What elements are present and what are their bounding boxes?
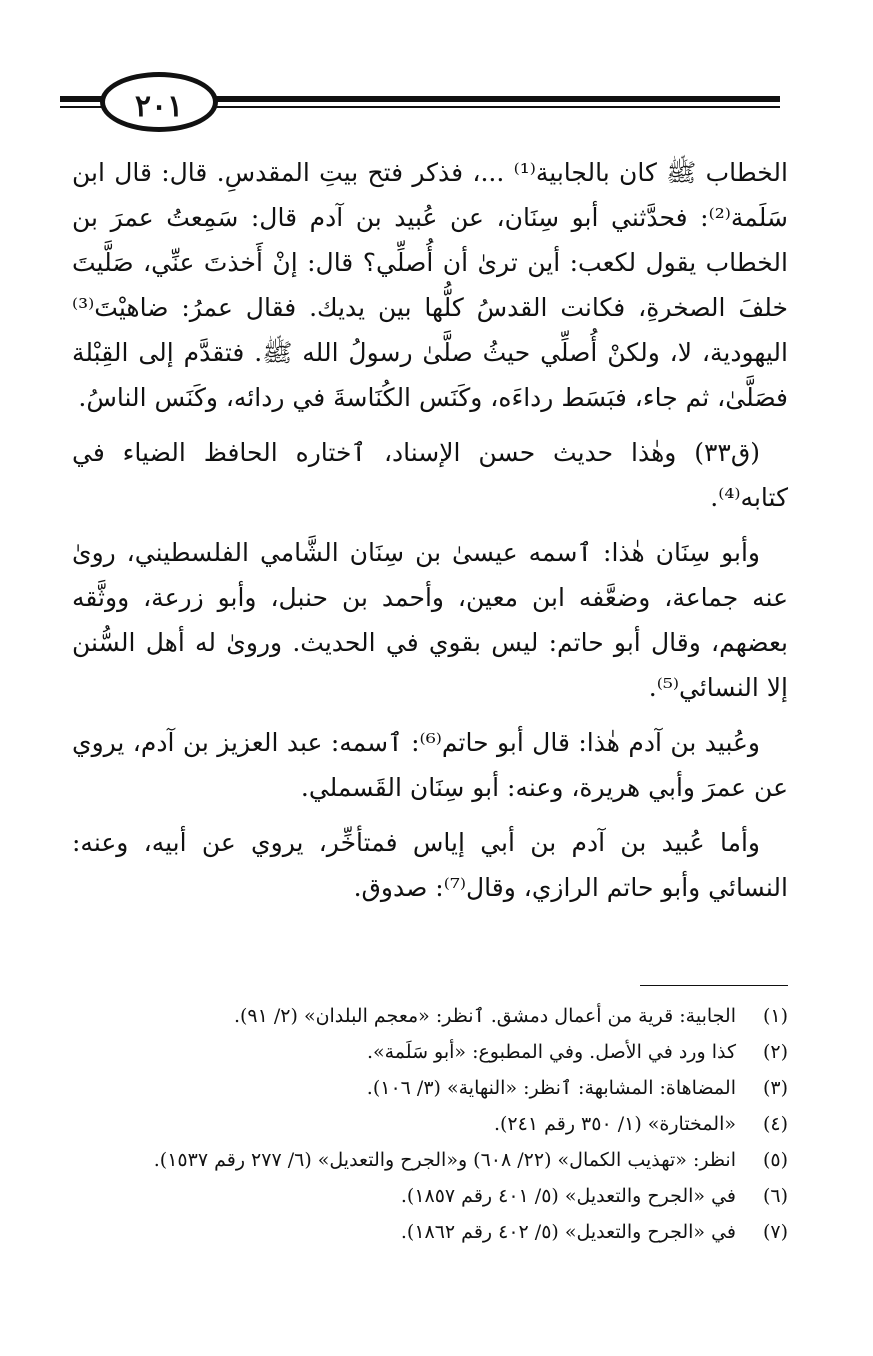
footnote-text: المضاهاة: المشابهة: ٱنظر: «النهاية» (٣/ ١٠٦). xyxy=(366,1077,736,1099)
paragraph: (ق٣٣) وهٰذا حديث حسن الإسناد، ٱختاره الحافظ الضياء في كتابه⁽⁴⁾. xyxy=(72,438,788,512)
footnote xyxy=(72,1178,788,1214)
page-number: ٢٠١ xyxy=(100,72,218,132)
footnote-number: (٣) xyxy=(762,1077,788,1099)
footnote-text: في «الجرح والتعديل» (٥/ ٤٠٢ رقم ١٨٦٢). xyxy=(400,1221,736,1243)
page-header xyxy=(60,68,780,138)
footnote-number: (٤) xyxy=(762,1113,788,1135)
footnote-text: كذا ورد في الأصل. وفي المطبوع: «أبو سَلَمة». xyxy=(366,1041,736,1063)
footnote-text: انظر: «تهذيب الكمال» (٢٢/ ٦٠٨) و«الجرح والتعديل» (٦/ ٢٧٧ رقم ١٥٣٧). xyxy=(153,1149,736,1171)
paragraph: الخطاب ﷺ كان بالجابية⁽¹⁾ ...، فذكر فتح بيتِ المقدسِ. قال: قال ابن سَلَمة⁽²⁾: فحدَّثني أبو سِنَان، عن عُبيد بن آدم قال: سَمِعتُ عمرَ بن الخطاب يقول لكعب: أين ترىٰ أن أُصلِّي؟ قال: إنْ أَخذتَ عنِّي، صَلَّيتَ خلفَ الصخرةِ، فكانت القدسُ كلُّها بين يديك. فقال عمرُ: ضاهيْتَ⁽³⁾ اليهودية، لا، ولكنْ أُصلِّي حيثُ صلَّىٰ رسولُ الله ﷺ. فتقدَّم إلى القِبْلة فصَلَّىٰ، ثم جاء، فبَسَط رداءَه، وكَنَس الكُنَاسةَ في ردائه، وكَنَس الناسُ. xyxy=(72,158,788,412)
main-text xyxy=(72,150,788,910)
footnote-number: (١) xyxy=(762,1005,788,1027)
footnote xyxy=(72,1142,788,1178)
footnote xyxy=(72,1070,788,1106)
footnote-text: «المختارة» (١/ ٣٥٠ رقم ٢٤١). xyxy=(493,1113,736,1135)
footnote-text: الجابية: قرية من أعمال دمشق. ٱنظر: «معجم البلدان» (٢/ ٩١). xyxy=(233,1005,736,1027)
footnote-number: (٢) xyxy=(762,1041,788,1063)
footnotes xyxy=(72,998,788,1250)
footnote xyxy=(72,1034,788,1070)
footnote xyxy=(72,1214,788,1250)
footnote xyxy=(72,998,788,1034)
footnote-separator xyxy=(640,985,788,986)
footnote-text: في «الجرح والتعديل» (٥/ ٤٠١ رقم ١٨٥٧). xyxy=(400,1185,736,1207)
footnote-number: (٥) xyxy=(762,1149,788,1171)
paragraph: وأما عُبيد بن آدم بن أبي إياس فمتأخِّر، يروي عن أبيه، وعنه: النسائي وأبو حاتم الرازي، وقال⁽⁷⁾: صدوق. xyxy=(72,828,788,902)
paragraph: وأبو سِنَان هٰذا: ٱسمه عيسىٰ بن سِنَان الشَّامي الفلسطيني، روىٰ عنه جماعة، وضعَّفه ابن معين، وأحمد بن حنبل، وأبو زرعة، ووثَّقه بعضهم، وقال أبو حاتم: ليس بقوي في الحديث. وروىٰ له أهل السُّنن إلا النسائي⁽⁵⁾. xyxy=(72,538,788,702)
footnote-number: (٧) xyxy=(762,1221,788,1243)
footnote xyxy=(72,1106,788,1142)
footnote-number: (٦) xyxy=(762,1185,788,1207)
paragraph: وعُبيد بن آدم هٰذا: قال أبو حاتم⁽⁶⁾: ٱسمه: عبد العزيز بن آدم، يروي عن عمرَ وأبي هريرة، وعنه: أبو سِنَان القَسملي. xyxy=(72,728,788,802)
